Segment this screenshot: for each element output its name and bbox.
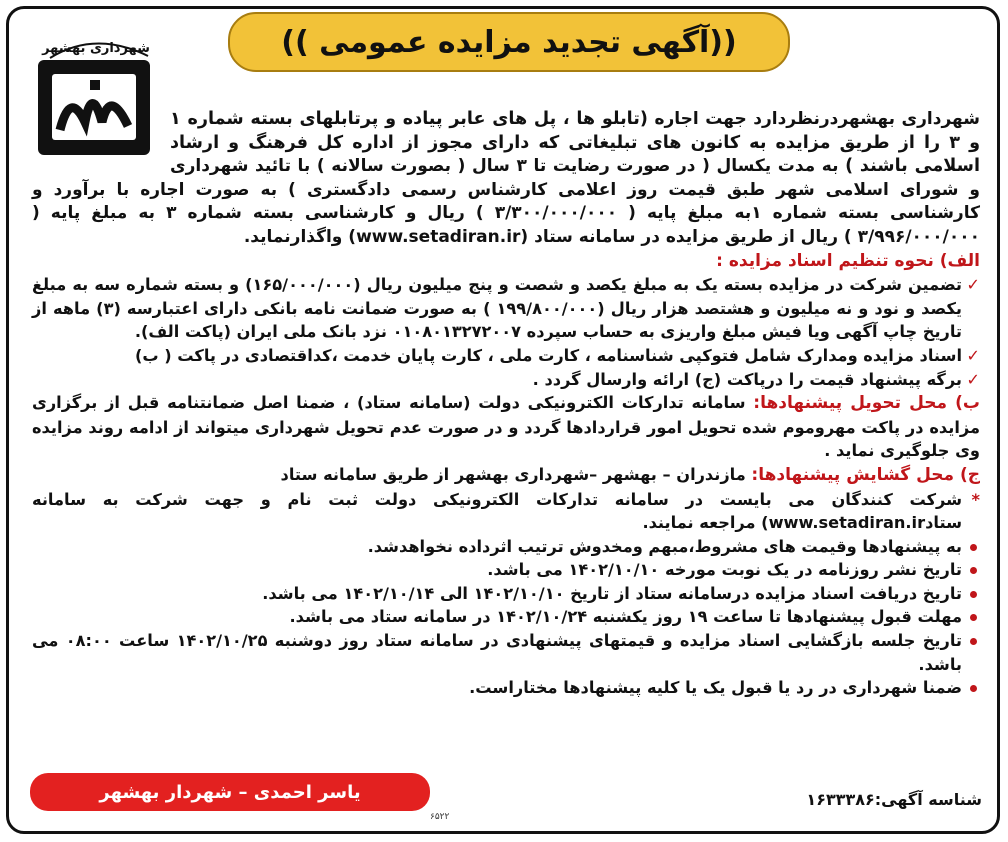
bullet-icon xyxy=(970,591,977,598)
title-banner xyxy=(228,12,790,72)
intro-paragraph xyxy=(32,108,980,250)
intro-url: (www.setadiran.ir) xyxy=(348,226,529,247)
section-b-text: سامانه تدارکات الکترونیکی دولت (سامانه ستاد) ، ضمنا اصل ضمانتنامه قبل از برگزاری مزایده در پاکت مهروموم شده تحویل امور قراردادها گردد و در صورت عدم تحویل شهرداری میتواند از ادامه روند مزایده وی جلوگیری نماید . xyxy=(32,393,980,461)
bullet-item xyxy=(32,558,980,582)
note-text: شرکت کنندگان می بایست در سامانه تدارکات الکترونیکی دولت ثبت نام و جهت شرکت به سامانه ستاد xyxy=(32,489,962,533)
bullet-icon xyxy=(970,544,977,551)
check-icon: ✓ xyxy=(966,275,980,295)
bullet-item xyxy=(32,535,980,559)
signature-text: یاسر احمدی – شهردار بهشهر xyxy=(99,781,361,803)
bullet-text: تاریخ جلسه بازگشایی اسناد مزایده و قیمتهای پیشنهادی در سامانه ستاد روز دوشنبه ۱۴۰۲/۱۰/۲۵ ساعت ۰۸:۰۰ می باشد. xyxy=(32,631,962,674)
intro-part3: به مدت یکسال ( در صورت رضایت تا ۳ سال ( بصورت سالانه ) با تائید شهرداری و شورای اسلامی شهر طبق قیمت روز اعلامی کارشناس رسمی دادگستری ) به صورت اجاره با برآورد و کارشناسی بسته شماره ۱به مبلغ پایه ( ۳/۳۰۰/۰۰۰/۰۰۰ ) ریال و کارشناسی بسته شماره ۳ به مبلغ پایه ( ۳/۹۹۶/۰۰۰/۰۰۰ ) ریال از طریق مزایده در سامانه ستاد xyxy=(32,156,980,247)
logo-text: شهرداری بهشهر xyxy=(42,41,150,56)
note-url: (www.setadiran.ir xyxy=(761,513,926,533)
bullet-text: تاریخ نشر روزنامه در یک نوبت مورخه ۱۴۰۲/۱۰/۱۰ می باشد. xyxy=(487,560,962,580)
check-icon: ✓ xyxy=(966,345,980,365)
section-c xyxy=(32,463,980,488)
section-a-item-text: برگه پیشنهاد قیمت را درپاکت (ج) ارائه وارسال گردد . xyxy=(532,369,962,389)
bullet-item xyxy=(32,605,980,629)
intro-subject: (تابلو ها ، پل های عابر پیاده و پرتابلهای بسته شماره ۱ و ۳ را از طریق مزایده به کانون های تبلیغاتی که دارای مجوز از اداره کل فرهنگ و ارشاد اسلامی باشند ) xyxy=(170,109,981,177)
section-a-item-text: اسناد مزایده ومدارک شامل فتوکپی شناسنامه ، کارت ملی ، کارت پایان خدمت ،کداقتصادی در پاکت ( ب) xyxy=(134,345,962,365)
bullet-text: تاریخ دریافت اسناد مزایده درسامانه ستاد از تاریخ ۱۴۰۲/۱۰/۱۰ الی ۱۴۰۲/۱۰/۱۴ می باشد. xyxy=(262,583,962,603)
bullet-icon xyxy=(970,685,977,692)
note-tail: مراجعه نمایند. xyxy=(642,513,762,533)
ad-title: ((آگهی تجدید مزایده عمومی )) xyxy=(281,24,737,60)
print-number: ۶۵۲۲ xyxy=(430,812,450,822)
section-a-item-text: تضمین شرکت در مزایده بسته یک به مبلغ یکصد و شصت و پنج میلیون ریال (۱۶۵/۰۰۰/۰۰۰) و بسته شماره سه به مبلغ یکصد و نود و نه میلیون و هشتصد هزار ریال (۱۹۹/۸۰۰/۰۰۰ ) به صورت ضمانت نامه بانکی دارای اعتبارسه (۳) ماهه از تاریخ چاپ آگهی ویا فیش مبلغ واریزی به حساب سپرده ۰۱۰۸۰۱۳۲۷۲۰۰۷ نزد بانک ملی ایران (پاکت الف). xyxy=(32,275,962,342)
section-a-item xyxy=(32,368,980,392)
check-icon: ✓ xyxy=(966,369,980,389)
section-c-heading: ج) محل گشایش پیشنهادها: xyxy=(751,464,980,485)
bullet-item xyxy=(32,629,980,676)
section-a-item xyxy=(32,344,980,368)
signature-banner xyxy=(30,773,430,811)
bullet-text: به پیشنهادها وقیمت های مشروط،مبهم ومخدوش ترتیب اثرداده نخواهدشد. xyxy=(367,536,962,556)
bullet-text: مهلت قبول پیشنهادها تا ساعت ۱۹ روز یکشنبه ۱۴۰۲/۱۰/۲۴ در سامانه ستاد می باشد. xyxy=(289,607,962,627)
bullet-item xyxy=(32,676,980,700)
intro-part1: شهرداری بهشهردرنظردارد جهت اجاره xyxy=(647,109,980,129)
section-a-item xyxy=(32,273,980,344)
ad-body xyxy=(32,108,980,700)
section-a-heading: الف) نحوه تنظیم اسناد مزایده : xyxy=(716,250,980,271)
bullet-text: ضمنا شهرداری در رد یا قبول یک یا کلیه پیشنهادها مختاراست. xyxy=(469,678,962,698)
bullet-icon xyxy=(970,614,977,621)
ad-code: شناسه آگهی:۱۶۳۳۳۸۶ xyxy=(806,790,982,809)
intro-part4: واگذارنماید. xyxy=(243,226,349,247)
bullet-item xyxy=(32,582,980,606)
section-b xyxy=(32,391,980,463)
logo-spacer xyxy=(32,108,170,174)
section-b-heading: ب) محل تحویل پیشنهادها: xyxy=(753,393,980,414)
note-paragraph xyxy=(32,488,980,535)
bullet-icon xyxy=(970,638,977,645)
bullet-icon xyxy=(970,567,977,574)
section-c-text: مازندران – بهشهر –شهرداری بهشهر از طریق سامانه ستاد xyxy=(280,464,752,484)
asterisk-icon: * xyxy=(971,489,980,509)
